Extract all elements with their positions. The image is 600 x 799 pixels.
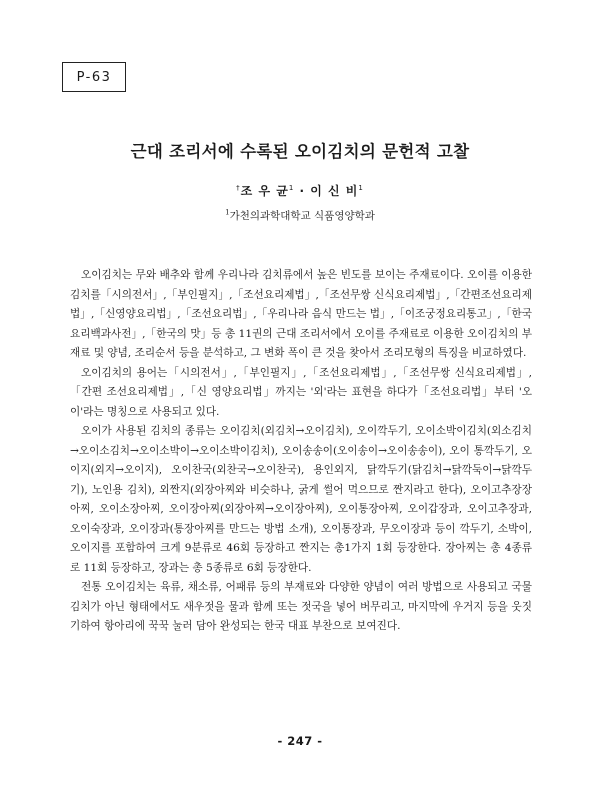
page-number: - 247 - bbox=[277, 734, 323, 748]
author-2-affil: 1 bbox=[358, 184, 364, 192]
paper-title: 근대 조리서에 수록된 오이김치의 문헌적 고찰 bbox=[130, 142, 470, 161]
corresponding-mark: † bbox=[236, 184, 241, 192]
abstract-code: P-63 bbox=[76, 69, 112, 85]
paragraph-4: 전통 오이김치는 육류, 채소류, 어패류 등의 부재료와 다양한 양념이 여러 방법으로 사용되고 국물김치가 아닌 형태에서도 새우젓을 물과 함께 또는 젓국을 넣어 버무리고, 마지막에 우거지 등을 웃짓기하여 항아리에 꾹꾹 눌러 담아 완성되는 한국 대표 부찬으로 보여진다. bbox=[70, 581, 532, 632]
author-line bbox=[0, 182, 600, 199]
abstract-code-box bbox=[62, 62, 126, 92]
paragraph-3: 오이가 사용된 김치의 종류는 오이김치(외김치→오이김치), 오이깍두기, 오이소박이김치(외소김치→오이소김치→오이소박이→오이소박이김치), 오이송송이(오이송이→오이송송이), 오이 통깍두기, 오이지(외지→오이지), 오이찬국(외찬국→오이찬국), 용인외지, 닭깍두기(닭김치→닭깍둑이→닭깍두기), 노인용 김치), 외짠지(외장아찌와 비슷하나, 굵게 썰어 먹으므로 짠지라고 한다), 오이고추장장아찌, 오이소장아찌, 오이장아찌(외장아찌→오이장아찌), 오이통장아찌, 오이갑장과, 오이고추장과, 오이숙장과, 오이장과(통장아찌를 만드는 방법 소개), 오이통장과, 무오이장과 등이 깍두기, 소박이, 오이지를 포함하여 크게 9분류로 46회 등장하고 짠지는 총1가지 1회 등장한다. 장아찌는 총 4종류로 11회 등장하고, 장과는 총 5종류로 6회 등장한다. bbox=[70, 425, 532, 574]
author-1-affil: 1 bbox=[288, 184, 295, 192]
author-separator: · bbox=[294, 184, 311, 198]
paragraph-1: 오이김치는 무와 배추와 함께 우리나라 김치류에서 높은 빈도를 보이는 주재료이다. 오이를 이용한 김치를「시의전서」,「부인필지」,「조선요리제법」,「조선무쌍 신식요리제법」,「간편조선요리제법」,「신영양요리법」,「조선요리법」,「우리나라 음식 만드는 법」,「이조궁정요리통고」,「한국요리백과사전」,「한국의 맛」등 총 11권의 근대 조리서에서 오이를 주재료로 이용한 오이김치의 부재료 및 양념, 조리순서 등을 분석하고, 그 변화 폭이 큰 것을 찾아서 조리모형의 특징을 비교하였다. bbox=[70, 269, 532, 359]
author-2: 이 신 비 bbox=[310, 184, 359, 198]
affiliation bbox=[0, 208, 600, 223]
abstract-body bbox=[70, 266, 532, 637]
affiliation-text: 가천의과학대학교 식품영양학과 bbox=[229, 210, 375, 222]
paragraph-2: 오이김치의 용어는「시의전서」,「부인필지」,「조선요리제법」,「조선무쌍 신식요리제법」,「간편 조선요리제법」,「신 영양요리법」까지는 '외'라는 표현을 하다가「조선요리법」부터 '오이'라는 명칭으로 사용되고 있다. bbox=[70, 366, 532, 418]
affiliation-mark: 1 bbox=[225, 208, 230, 217]
author-1: 조 우 균 bbox=[240, 184, 289, 198]
